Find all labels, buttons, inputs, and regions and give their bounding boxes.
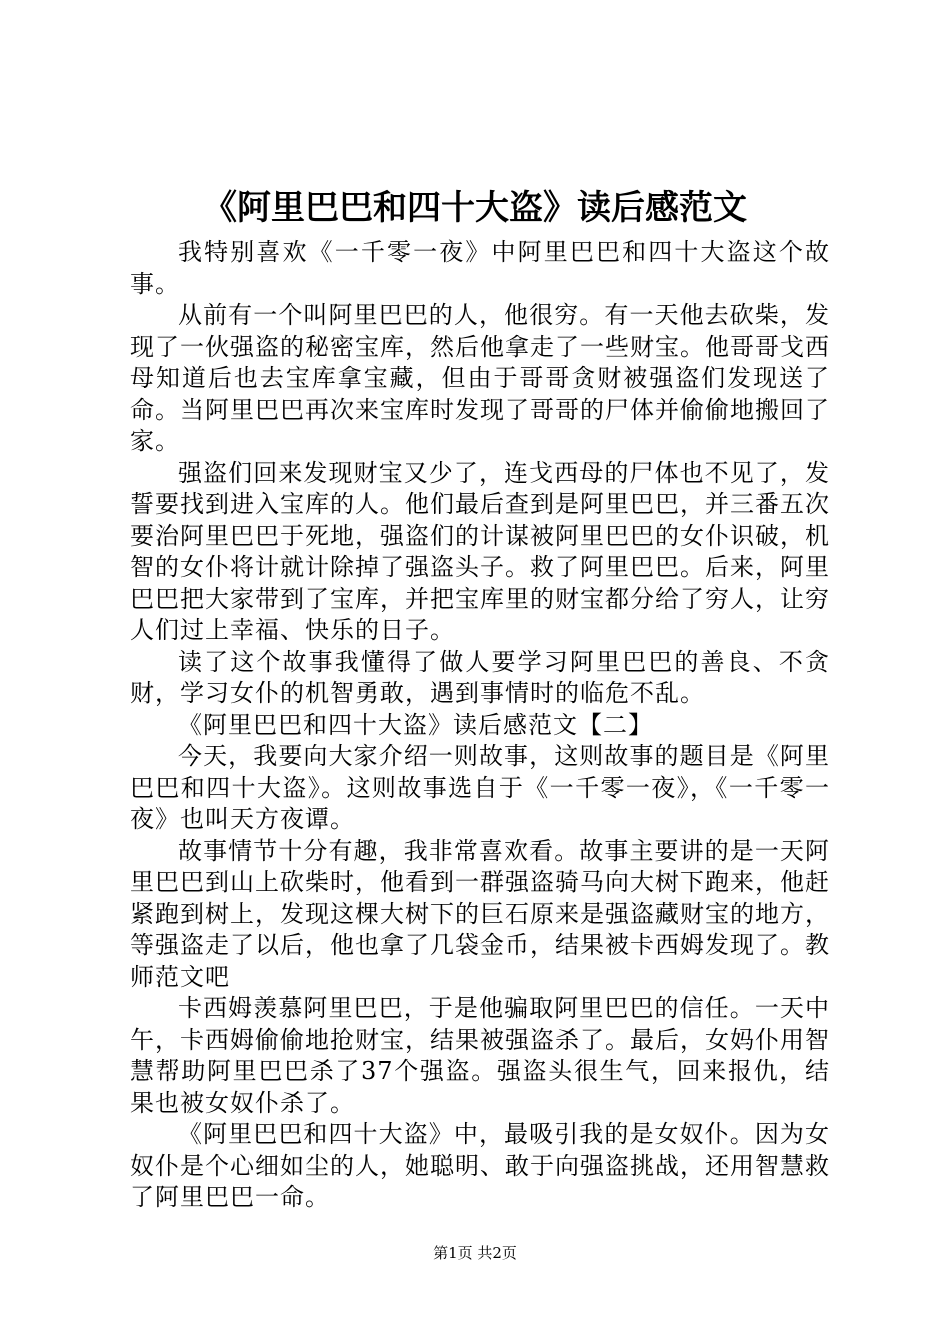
document-body bbox=[130, 237, 830, 1214]
page-footer: 第1页 共2页 bbox=[433, 1244, 517, 1262]
paragraph-7: 卡西姆羡慕阿里巴巴，于是他骗取阿里巴巴的信任。一天中午，卡西姆偷偷地抢财宝，结果被强盗杀了。最后，女妈仆用智慧帮助阿里巴巴杀了37个强盗。强盗头很生气，回来报仇，结果也被女奴仆杀了。 bbox=[130, 994, 830, 1117]
paragraph-4: 读了这个故事我懂得了做人要学习阿里巴巴的善良、不贪财，学习女仆的机智勇敢，遇到事情时的临危不乱。 bbox=[130, 647, 830, 707]
paragraph-3: 强盗们回来发现财宝又少了，连戈西母的尸体也不见了，发誓要找到进入宝库的人。他们最后查到是阿里巴巴，并三番五次要治阿里巴巴于死地，强盗们的计谋被阿里巴巴的女仆识破，机智的女仆将计就计除掉了强盗头子。救了阿里巴巴。后来，阿里巴巴把大家带到了宝库，并把宝库里的财宝都分给了穷人，让穷人们过上幸福、快乐的日子。 bbox=[130, 458, 830, 644]
paragraph-2: 从前有一个叫阿里巴巴的人，他很穷。有一天他去砍柴，发现了一伙强盗的秘密宝库，然后他拿走了一些财宝。他哥哥戈西母知道后也去宝库拿宝藏，但由于哥哥贪财被强盗们发现送了命。当阿里巴巴再次来宝库时发现了哥哥的尸体并偷偷地搬回了家。 bbox=[130, 301, 830, 455]
document-title: 《阿里巴巴和四十大盗》读后感范文 bbox=[203, 188, 747, 228]
paragraph-8: 《阿里巴巴和四十大盗》中，最吸引我的是女奴仆。因为女奴仆是个心细如尘的人，她聪明、敢于向强盗挑战，还用智慧救了阿里巴巴一命。 bbox=[130, 1120, 830, 1211]
paragraph-5: 今天，我要向大家介绍一则故事，这则故事的题目是《阿里巴巴和四十大盗》。这则故事选自于《一千零一夜》，《一千零一夜》也叫天方夜谭。 bbox=[130, 742, 830, 833]
section-heading-2: 《阿里巴巴和四十大盗》读后感范文【二】 bbox=[178, 710, 653, 739]
paragraph-6: 故事情节十分有趣，我非常喜欢看。故事主要讲的是一天阿里巴巴到山上砍柴时，他看到一群强盗骑马向大树下跑来，他赶紧跑到树上，发现这棵大树下的巨石原来是强盗藏财宝的地方，等强盗走了以后，他也拿了几袋金币，结果被卡西姆发现了。教师范文吧 bbox=[130, 836, 830, 991]
paragraph-1: 我特别喜欢《一千零一夜》中阿里巴巴和四十大盗这个故事。 bbox=[130, 238, 830, 298]
